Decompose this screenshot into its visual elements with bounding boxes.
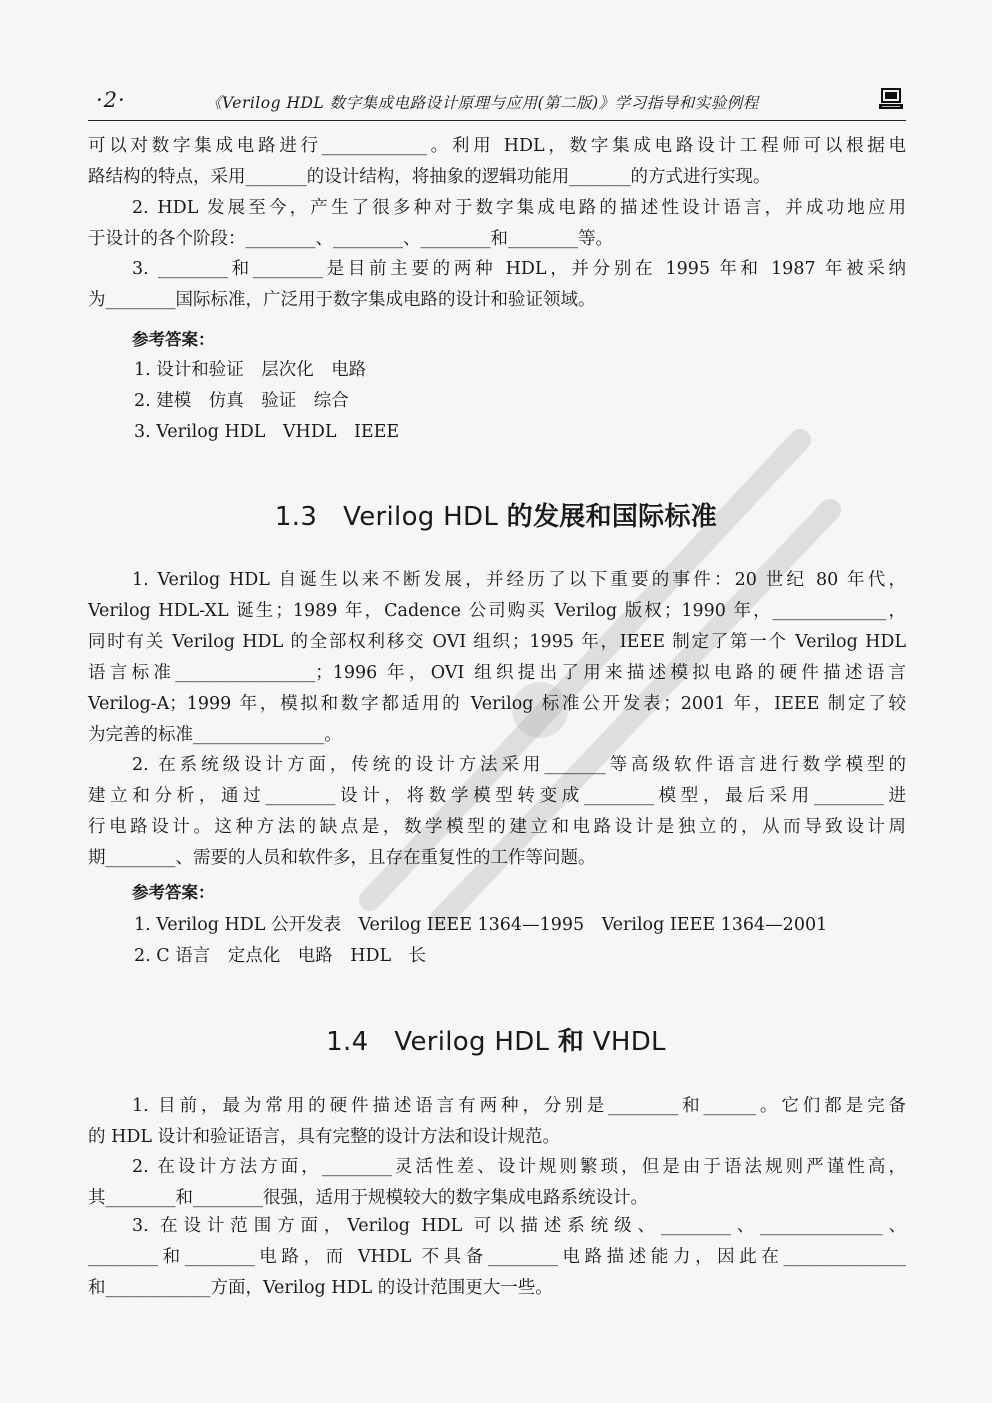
answer-item: 1. Verilog HDL 公开发表 Verilog IEEE 1364—1995 Verilog IEEE 1364—2001	[134, 915, 828, 935]
section-number: 1.4	[326, 1027, 369, 1057]
page-number: ·2·	[96, 88, 126, 112]
text-line: 同时有关 Verilog HDL 的全部权利移交 OVI 组织；1995 年，IEEE 制定了第一个 Verilog HDL	[88, 632, 906, 652]
text-line: Verilog HDL-XL 诞生；1989 年，Cadence 公司购买 Verilog 版权；1990 年，_____________，	[88, 601, 906, 621]
answer-list	[134, 910, 827, 972]
text-line: 2. HDL 发展至今，产生了很多种对于数字集成电路的描述性设计语言，并成功地应用	[132, 198, 906, 218]
text-line: 和____________方面，Verilog HDL 的设计范围更大一些。	[88, 1278, 553, 1298]
running-title: 《Verilog HDL 数字集成电路设计原理与应用(第二版)》学习指导和实验例程	[206, 94, 759, 112]
text-line: 行电路设计。这种方法的缺点是，数学模型的建立和电路设计是独立的，从而导致设计周	[88, 817, 906, 837]
question-2-prev	[88, 193, 906, 255]
text-line: Verilog-A；1999 年，模拟和数字都适用的 Verilog 标准公开发表；2001 年，IEEE 制定了较	[88, 694, 906, 714]
answer-list	[134, 355, 399, 448]
answer-label: 参考答案：	[132, 883, 215, 902]
text-line: ________和________电路，而 VHDL 不具备________电路描述能力，因此在______________	[88, 1247, 906, 1267]
s14-question-1	[88, 1091, 906, 1153]
text-line: 语言标准________________；1996 年，OVI 组织提出了用来描述模拟电路的硬件描述语言	[88, 663, 906, 683]
text-line: 3. 在设计范围方面，Verilog HDL 可以描述系统级、________、______________、	[132, 1216, 906, 1236]
answer-label: 参考答案：	[132, 330, 215, 349]
section-title-latin: Verilog HDL	[343, 502, 507, 532]
answer-item: 3. Verilog HDL VHDL IEEE	[134, 422, 400, 442]
intro-paragraph	[88, 131, 906, 193]
text-line: 为完善的标准_______________。	[88, 725, 342, 745]
section-title-chinese: 的发展和国际标准	[506, 502, 718, 532]
text-line: 于设计的各个阶段：________、________、________和________等。	[88, 229, 613, 249]
section-title-tail: VHDL	[584, 1027, 666, 1057]
text-line: 为________国际标准，广泛用于数字集成电路的设计和验证领域。	[88, 290, 596, 310]
text-line: 期________、需要的人员和软件多，且存在重复性的工作等问题。	[88, 848, 596, 868]
answer-item: 2. 建模 仿真 验证 综合	[134, 391, 349, 411]
section-heading-1-3	[0, 496, 992, 533]
s14-question-3	[88, 1211, 906, 1304]
section-number: 1.3	[274, 502, 318, 532]
text-line: 2. 在系统级设计方面，传统的设计方法采用_______等高级软件语言进行数学模型的	[132, 755, 906, 775]
answer-item: 2. C 语言 定点化 电路 HDL 长	[134, 946, 427, 966]
text-line: 2. 在设计方法方面，________灵活性差、设计规则繁琐，但是由于语法规则严谨性高，	[132, 1157, 906, 1177]
s13-question-1	[88, 565, 906, 751]
text-line: 其________和________很强，适用于规模较大的数字集成电路系统设计。	[88, 1188, 648, 1208]
text-line: 的 HDL 设计和验证语言，具有完整的设计方法和设计规范。	[88, 1127, 561, 1147]
section-heading-1-4	[0, 1021, 992, 1058]
laptop-icon	[878, 86, 904, 112]
text-line: 建立和分析，通过________设计，将数学模型转变成________模型，最后采用________进	[88, 786, 906, 806]
section-title-latin: Verilog HDL	[394, 1027, 558, 1057]
text-line: 1. 目前，最为常用的硬件描述语言有两种，分别是________和______。它们都是完备	[132, 1096, 906, 1116]
text-line: 1. Verilog HDL 自诞生以来不断发展，并经历了以下重要的事件：20 世纪 80 年代，	[132, 570, 906, 590]
answer-item: 1. 设计和验证 层次化 电路	[134, 360, 367, 380]
section-title-chinese: 和	[557, 1027, 585, 1057]
s14-question-2	[88, 1152, 906, 1214]
s13-question-2	[88, 750, 906, 874]
text-line: 路结构的特点，采用_______的设计结构，将抽象的逻辑功能用_______的方式进行实现。	[88, 167, 771, 187]
running-header	[88, 86, 906, 121]
question-3-prev	[88, 254, 906, 316]
text-line: 可以对数字集成电路进行____________。利用 HDL，数字集成电路设计工程师可以根据电	[88, 136, 906, 156]
text-line: 3. ________和________是目前主要的两种 HDL，并分别在 1995 年和 1987 年被采纳	[132, 259, 906, 279]
